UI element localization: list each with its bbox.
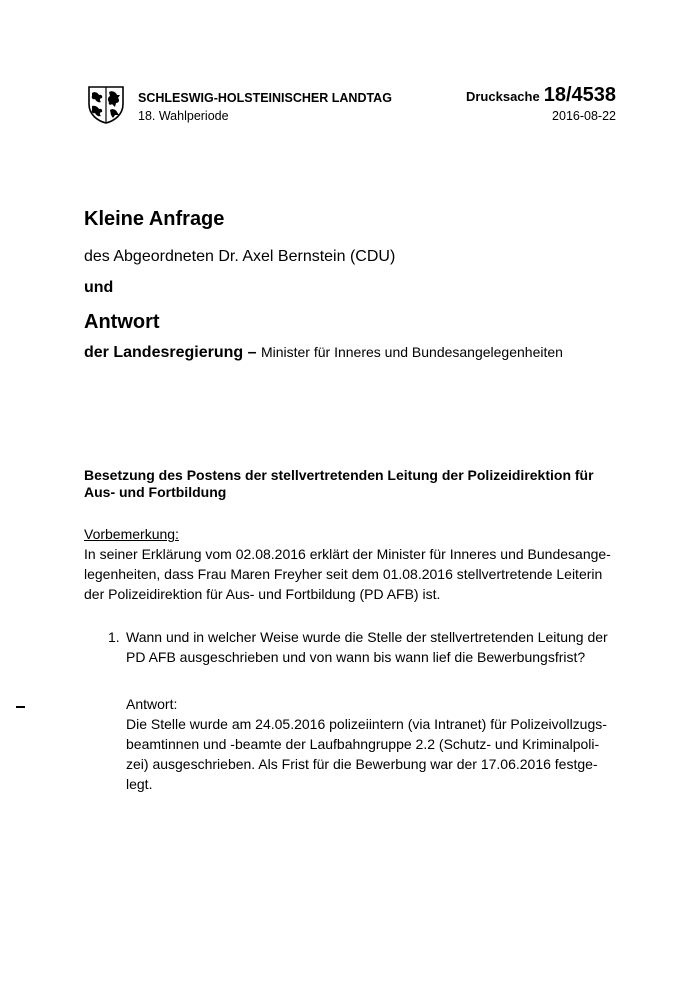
answer-line: beamtinnen und -beamte der Laufbahngruppe 2.2 (Schutz- und Kriminalpoli- [126,736,600,752]
answer-line: legt. [126,776,153,792]
question-number: 1. [108,629,120,645]
drucksache-label: Drucksache [465,89,540,104]
conjunction: und [84,279,114,296]
document-title: Kleine Anfrage [84,208,225,230]
answer-label: Antwort: [126,696,178,712]
margin-mark [16,706,25,708]
preliminary-label: Vorbemerkung: [84,526,179,542]
parliament-name: SCHLESWIG-HOLSTEINISCHER LANDTAG [138,91,392,105]
document-date: 2016-08-22 [552,109,616,123]
answer-text [126,714,616,794]
government-label: der Landesregierung – [84,344,257,361]
subject-line: Besetzung des Postens der stellvertretenden Leitung der Polizeidirektion für [84,467,594,483]
ministry-name: Minister für Inneres und Bundesangelegenheiten [260,344,563,360]
government-line [84,344,563,362]
coat-of-arms-icon [86,84,126,124]
drucksache-number: 18/4538 [543,84,616,106]
answer-line: Die Stelle wurde am 24.05.2016 polizeiintern (via Intranet) für Polizeivollzugs- [126,716,607,732]
drucksache [466,84,616,107]
subject-line: Aus- und Fortbildung [84,484,227,500]
question-line: Wann und in welcher Weise wurde die Stelle der stellvertretenden Leitung der [126,629,608,645]
preliminary-line: der Polizeidirektion für Aus- und Fortbildung (PD AFB) ist. [84,586,441,602]
answer-title: Antwort [84,311,160,333]
preliminary-remark [84,524,616,604]
author-line: des Abgeordneten Dr. Axel Bernstein (CDU) [84,248,396,265]
answer-line: zei) ausgeschrieben. Als Frist für die Bewerbung war der 17.06.2016 festge- [126,756,598,772]
preliminary-line: legenheiten, dass Frau Maren Freyher seit dem 01.08.2016 stellvertretende Leiterin [84,566,603,582]
question-line: PD AFB ausgeschrieben und von wann bis wann lief die Bewerbungsfrist? [126,649,586,665]
preliminary-line: In seiner Erklärung vom 02.08.2016 erklärt der Minister für Inneres und Bundesange- [84,546,611,562]
legislative-period: 18. Wahlperiode [138,109,229,123]
subject-heading [84,467,624,501]
question-text [126,627,616,667]
